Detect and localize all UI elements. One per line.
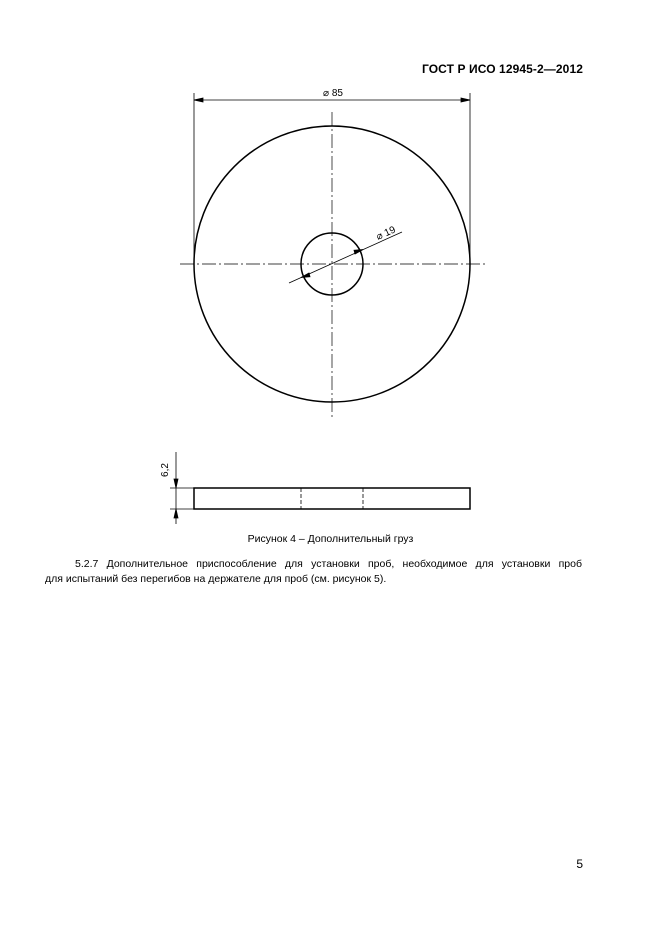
outer-diameter-label: ⌀ 85	[323, 88, 343, 99]
inner-diameter-label: ⌀ 19	[374, 224, 398, 243]
figure-caption: Рисунок 4 – Дополнительный груз	[247, 533, 414, 545]
paragraph-line-1: 5.2.7 Дополнительное приспособление для установки проб, необходимое для установки проб	[75, 558, 582, 570]
paragraph-line-2: для испытаний без перегибов на держателе для проб (см. рисунок 5).	[45, 573, 387, 585]
thickness-dimension	[170, 452, 194, 524]
thickness-label: 6,2	[160, 463, 171, 477]
center-lines	[180, 112, 487, 418]
body-paragraph	[45, 557, 582, 587]
page-number: 5	[576, 857, 583, 871]
side-view-profile	[194, 488, 470, 509]
side-view-hidden-lines	[301, 488, 363, 509]
document-header-standard-code: ГОСТ Р ИСО 12945-2—2012	[421, 62, 583, 76]
